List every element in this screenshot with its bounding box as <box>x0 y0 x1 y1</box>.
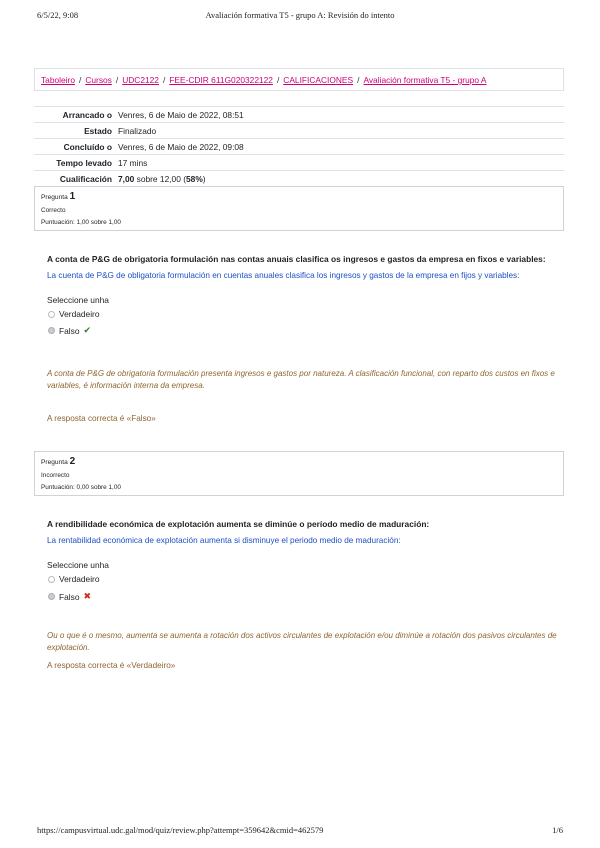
breadcrumb-course[interactable]: FEE-CDIR 611G020322122 <box>169 75 273 85</box>
question-number <box>41 191 557 202</box>
question-1-prompt: Seleccione unha <box>47 295 109 305</box>
question-1-text: A conta de P&G de obrigatoria formulación nas contas anuais clasifica os ingresos e gastos da empresa en fixos e variables: <box>47 254 546 264</box>
summary-row-completed <box>34 139 564 155</box>
check-icon: ✔ <box>83 325 92 335</box>
summary-grade-value <box>118 174 206 184</box>
question-number-label: Pregunta <box>41 194 68 201</box>
grade-total: sobre 12,00 ( <box>134 173 186 184</box>
question-number-value: 2 <box>69 456 76 467</box>
question-2-feedback: Ou o que é o mesmo, aumenta se aumenta a rotación dos activos circulantes de explotación e/ou diminúe a rotación dos pasivos circulantes de explotación. <box>47 631 557 652</box>
question-1-info <box>34 186 564 231</box>
breadcrumb-term[interactable]: UDC2122 <box>122 75 159 85</box>
question-1-translation: La cuenta de P&G de obligatoria formulación en cuentas anuales clasifica los ingresos y gastos de la empresa en fijos y variables: <box>47 271 520 280</box>
question-state: Incorrecto <box>41 472 70 479</box>
breadcrumb <box>34 68 564 91</box>
option-label: Verdadeiro <box>59 309 100 319</box>
question-2-translation: La rentabilidad económica de explotación aumenta si disminuye el periodo medio de maduración: <box>47 536 401 545</box>
question-2-info <box>34 451 564 496</box>
summary-row-time-taken <box>34 155 564 171</box>
question-grade: Puntuación: 1,00 sobre 1,00 <box>41 219 121 226</box>
question-2-option-false[interactable] <box>48 591 91 602</box>
radio-button-selected[interactable] <box>48 593 55 600</box>
question-1-option-true[interactable] <box>48 309 100 319</box>
summary-value: Venres, 6 de Maio de 2022, 09:08 <box>118 141 244 152</box>
breadcrumb-courses[interactable]: Cursos <box>85 75 112 85</box>
option-label: Verdadeiro <box>59 574 100 584</box>
summary-value: Venres, 6 de Maio de 2022, 08:51 <box>118 109 244 120</box>
option-label: Falso <box>59 325 80 336</box>
breadcrumb-separator: / <box>357 75 360 85</box>
summary-label: Cualificación <box>59 173 112 184</box>
breadcrumb-separator: / <box>115 75 119 85</box>
summary-row-grade <box>34 171 564 187</box>
print-title: Avaliación formativa T5 - grupo A: Revisión do intento <box>205 10 395 20</box>
summary-label: Arrancado o <box>62 109 112 120</box>
grade-percent: 58% <box>186 173 203 184</box>
breadcrumb-quiz[interactable]: Avaliación formativa T5 - grupo A <box>363 75 487 85</box>
question-number-label: Pregunta <box>41 459 68 466</box>
summary-label: Tempo levado <box>56 157 112 168</box>
summary-value: 17 mins <box>118 157 148 168</box>
question-2-text: A rendibilidade económica de explotación aumenta se diminúe o período medio de maduración: <box>47 519 430 529</box>
radio-button[interactable] <box>48 311 55 318</box>
summary-label: Concluído o <box>63 141 112 152</box>
breadcrumb-separator: / <box>162 75 166 85</box>
breadcrumb-dashboard[interactable]: Taboleiro <box>41 75 75 85</box>
question-2-prompt: Seleccione unha <box>47 560 109 570</box>
question-state: Correcto <box>41 207 66 214</box>
attempt-summary-table <box>34 106 564 187</box>
question-2-right-answer: A resposta correcta é «Verdadeiro» <box>47 661 176 670</box>
grade-close: ) <box>202 173 206 184</box>
question-number-value: 1 <box>69 191 76 202</box>
question-grade: Puntuación: 0,00 sobre 1,00 <box>41 484 121 491</box>
question-1-option-false[interactable] <box>48 325 91 336</box>
breadcrumb-separator: / <box>79 75 82 85</box>
print-url: https://campusvirtual.udc.gal/mod/quiz/review.php?attempt=359642&cmid=462579 <box>37 825 324 835</box>
grade-points: 7,00 <box>118 173 135 184</box>
summary-value: Finalizado <box>118 125 157 136</box>
summary-label: Estado <box>84 125 112 136</box>
print-date: 6/5/22, 9:08 <box>37 10 79 20</box>
radio-button[interactable] <box>48 576 55 583</box>
breadcrumb-section[interactable]: CALIFICACIONES <box>283 75 354 85</box>
radio-button-selected[interactable] <box>48 327 55 334</box>
cross-icon: ✖ <box>83 591 92 601</box>
print-page-number: 1/6 <box>552 825 563 835</box>
question-number <box>41 456 557 467</box>
question-1-right-answer: A resposta correcta é «Falso» <box>47 414 156 423</box>
summary-row-started <box>34 107 564 123</box>
question-2-option-true[interactable] <box>48 574 100 584</box>
option-label: Falso <box>59 591 80 602</box>
breadcrumb-separator: / <box>276 75 280 85</box>
question-1-feedback: A conta de P&G de obrigatoria formulación presenta ingresos e gastos por natureza. A clasificación funcional, con reparto dos custos en fixos e variables, é información interna da empresa. <box>47 369 555 390</box>
summary-row-state <box>34 123 564 139</box>
